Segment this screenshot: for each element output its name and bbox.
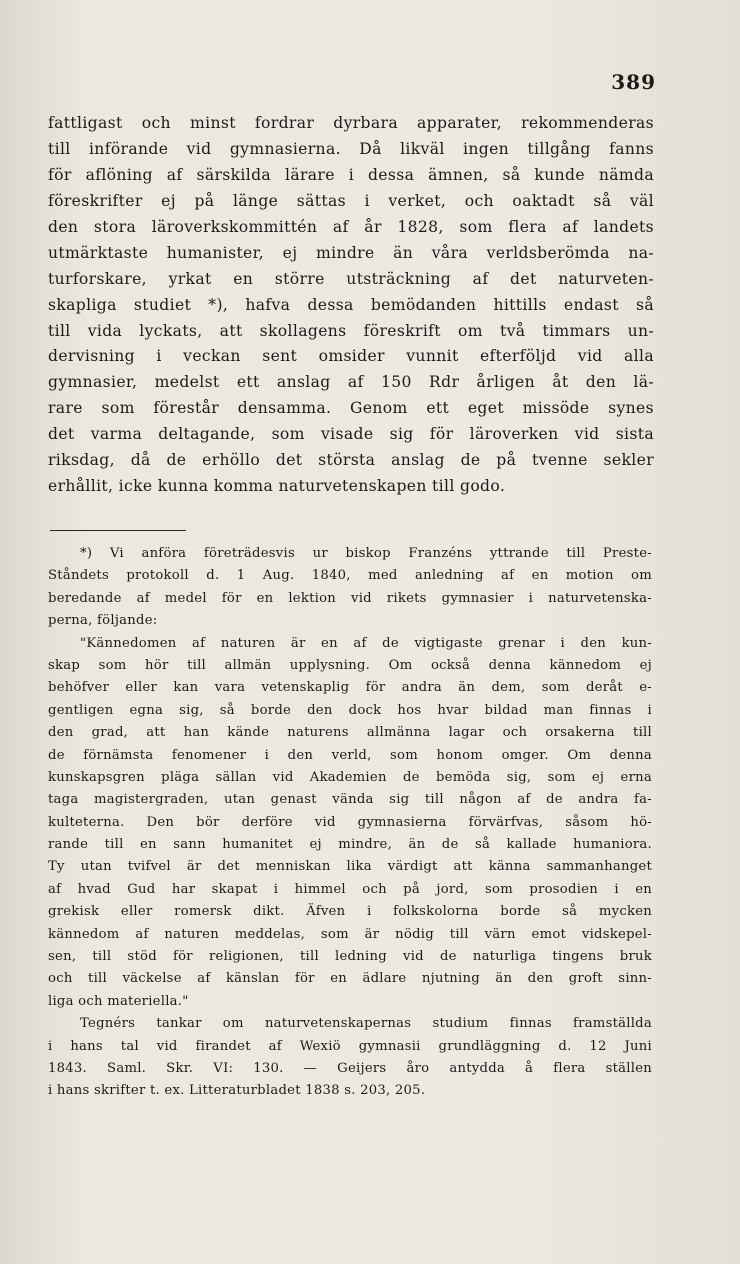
footnote-line: *) Vi anföra företrädesvis ur biskop Franzéns yttrande till Preste- [80,546,652,561]
page-number: 389 [611,70,656,94]
body-line: det varma deltagande, som visade sig för läroverken vid sista [48,425,654,444]
quote-line: grekisk eller romersk dikt. Äfven i folkskolorna borde så mycken [48,904,652,920]
quote-line: taga magistergraden, utan genast vända sig till någon af de andra fa- [48,792,652,808]
quote-line: och till väckelse af känslan för en ädlare njutning än den groft sinn- [48,971,652,987]
footnote [48,543,652,1103]
quote-line: Ty utan tvifvel är det menniskan lika värdigt att känna sammanhanget [48,859,652,875]
tegner-line: 1843. Saml. Skr. VI: 130. — Geijers åro antydda å flera ställen [48,1060,652,1076]
quote-line: "Kännedomen af naturen är en af de vigtigaste grenar i den kun- [80,635,652,651]
quote-line: kännedom af naturen meddelas, som är nödig till värn emot vidskepel- [48,926,652,942]
body-line: riksdag, då de erhöllo det största anslag de på tvenne sekler [48,451,654,470]
body-line: till vida lyckats, att skollagens föreskrift om två timmars un- [48,321,654,340]
quote-line: af hvad Gud har skapat i himmel och på jord, som prosodien i en [48,881,652,897]
tegner-line: Tegnérs tankar om naturvetenskapernas studium finnas framställda [80,1016,652,1032]
body-line: rare som förestår densamma. Genom ett eget missöde synes [48,399,654,418]
body-line: föreskrifter ej på länge sättas i verket, och oaktadt så väl [48,191,654,210]
quote-line: gentligen egna sig, så borde den dock hos hvar bildad man finnas i [48,702,652,718]
footnote-line: Ståndets protokoll d. 1 Aug. 1840, med anledning af en motion om [48,568,652,584]
quote-line: sen, till stöd för religionen, till ledning vid de naturliga tingens bruk [48,949,652,965]
quote-line: liga och materiella." [48,993,189,1009]
footnote-line: perna, följande: [48,613,158,629]
quote-line: kunskapsgren pläga sällan vid Akademien de bemöda sig, som ej erna [48,769,652,785]
body-line: gymnasier, medelst ett anslag af 150 Rdr årligen åt den lä- [48,373,654,392]
body-line: skapliga studiet *), hafva dessa bemödanden hittills endast så [48,295,654,314]
footnote-separator [50,530,186,531]
body-line: för aflöning af särskilda lärare i dessa ämnen, så kunde nämda [48,165,654,184]
footnote-line: beredande af medel för en lektion vid rikets gymnasier i naturvetenska- [48,590,652,606]
body-line: fattligast och minst fordrar dyrbara apparater, rekommenderas [48,114,654,132]
quote-line: behöfver eller kan vara vetenskaplig för andra än dem, som deråt e- [48,680,652,696]
body-line: till införande vid gymnasierna. Då likväl ingen tillgång fanns [48,139,654,158]
tegner-line: i hans skrifter t. ex. Litteraturbladet 1838 s. 203, 205. [48,1083,426,1099]
quote-line: skap som hör till allmän upplysning. Om också denna kännedom ej [48,657,652,673]
quote-line: den grad, att han kände naturens allmänna lagar och orsakerna till [48,725,652,741]
body-line: dervisning i veckan sent omsider vunnit efterföljd vid alla [48,347,654,366]
body-line: den stora läroverkskommittén af år 1828, som flera af landets [48,217,654,236]
tegner-line: i hans tal vid firandet af Wexiö gymnasii grundläggning d. 12 Juni [48,1038,652,1054]
quote-line: kulteterna. Den bör derföre vid gymnasierna förvärfvas, såsom hö- [48,814,652,830]
body-line: utmärktaste humanister, ej mindre än våra verldsberömda na- [48,243,654,262]
quote-line: de förnämsta fenomener i den verld, som honom omger. Om denna [48,747,652,763]
body-line: erhållit, icke kunna komma naturvetenskapen till godo. [48,477,506,496]
quote-line: rande till en sann humanitet ej mindre, än de så kallade humaniora. [48,837,652,853]
body-line: turforskare, yrkat en större utsträckning af det naturveten- [48,269,654,288]
main-body-text [48,111,654,500]
